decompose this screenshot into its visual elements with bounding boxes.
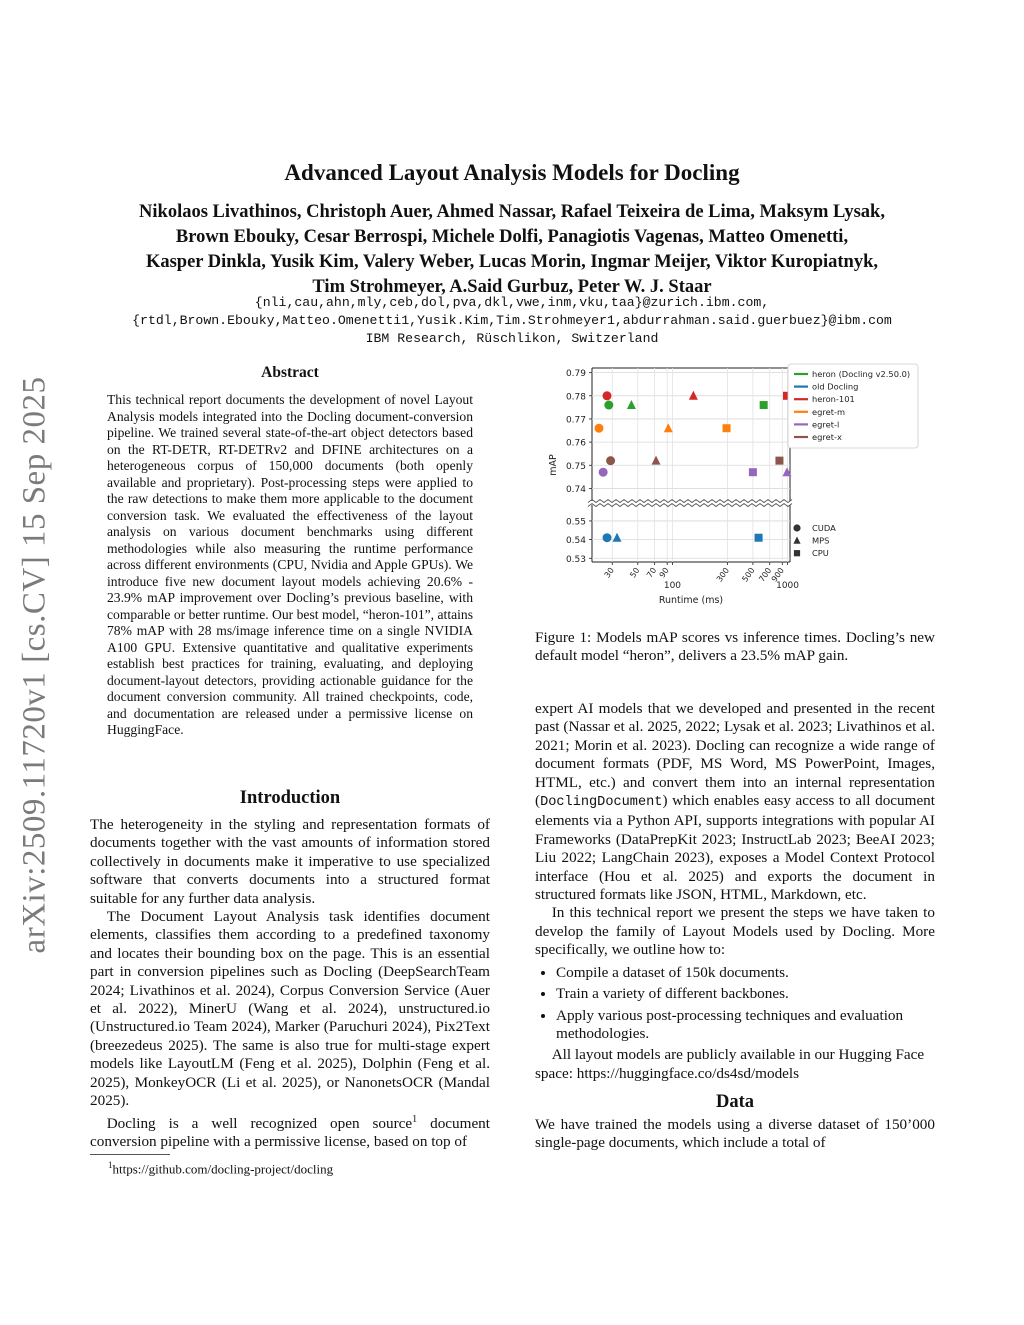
figure-1-caption: Figure 1: Models mAP scores vs inference times. Docling’s new default model “heron”, delivers a 23.5% mAP gain.	[535, 629, 935, 665]
right-paragraph-1	[535, 700, 935, 904]
y-tick-label: 0.78	[565, 392, 586, 403]
y-tick-label: 0.53	[565, 554, 586, 565]
introduction-heading: Introduction	[239, 788, 341, 808]
legend-marker	[794, 550, 800, 556]
legend-label: heron-101	[812, 394, 855, 405]
footnote-number: 1	[108, 1160, 113, 1170]
data-point	[652, 456, 661, 465]
intro-paragraph-3-start: Docling is a well recognized open source	[106, 1114, 413, 1132]
data-point	[689, 391, 698, 400]
legend-label: egret-l	[812, 419, 840, 430]
data-paragraph: We have trained the models using a diverse dataset of 150’000 single-page documents, which include a total of	[535, 1115, 935, 1151]
data-point	[599, 468, 608, 477]
arxiv-watermark	[10, 370, 60, 960]
email-line: {rtdl,Brown.Ebouky,Matteo.Omenetti1,Yusik.Kim,Tim.Strohmeyer1,abdurrahman.said.guerbuez}@ibm.com	[132, 313, 892, 328]
legend-label: egret-x	[812, 432, 842, 442]
paper-title: Advanced Layout Analysis Models for Docling	[284, 160, 740, 185]
x-tick-label-minor: 30	[602, 565, 616, 580]
data-point	[604, 401, 613, 410]
affiliation-line: IBM Research, Rüschlikon, Switzerland	[365, 331, 659, 346]
x-tick-label-minor: 70	[645, 565, 659, 580]
legend-marker	[793, 537, 800, 544]
bullet-item: • Compile a dataset of 150k documents.	[556, 964, 935, 982]
y-tick-label: 0.79	[565, 369, 586, 380]
author-line: Tim Strohmeyer, A.Said Gurbuz, Peter W. J. Staar	[312, 277, 712, 297]
footnote	[108, 1160, 333, 1177]
right-paragraph-3: All layout models are publicly available in our Hugging Face space: https://huggingface.co/ds4sd/models	[535, 1046, 925, 1082]
introduction-body	[90, 816, 490, 1151]
y-tick-label: 0.75	[565, 461, 586, 472]
right-column-body	[535, 700, 935, 1152]
x-tick-label-minor: 300	[714, 565, 732, 584]
bullet-item: • Train a variety of different backbones.	[556, 985, 935, 1003]
legend-label: egret-m	[812, 406, 846, 417]
data-point	[664, 423, 673, 432]
right-paragraph-1-end: ) which enables easy access to all document elements via a Python API, supports integrations with popular AI Frameworks (DataPrepKit 2023; InstructLab 2023; BeeAI 2023; Liu 2022; LangChain 2023), exposes a Model Context Protocol interface (Hou et al. 2025) and exports the document in structured formats like JSON, HTML, Markdown, etc.	[535, 792, 935, 904]
data-point	[627, 400, 636, 409]
email-line: {nli,cau,ahn,mly,ceb,dol,pva,dkl,vwe,inm,vku,taa}@zurich.ibm.com,	[254, 295, 770, 310]
legend-label: heron (Docling v2.50.0)	[812, 369, 911, 379]
data-point	[749, 468, 757, 476]
data-point	[723, 424, 731, 432]
y-tick-label: 0.54	[565, 536, 586, 547]
data-heading: Data	[715, 1092, 755, 1113]
x-tick-label-major: 100	[663, 581, 682, 591]
figure-1-chart	[540, 360, 930, 612]
abstract-text: This technical report documents the development of novel Layout Analysis models integrated into the Docling document-conversion pipeline. We trained several state-of-the-art object detectors based on the RT-DETR, RT-DETRv2 and DFINE architectures on a heterogeneous corpus of 150,000 documents (both openly available and proprietary). Post-processing steps were applied to the raw detections to make them more applicable to the document conversion task. We evaluated the effectiveness of the layout analysis on various document benchmarks using different methodologies while also measuring the runtime performance across different environments (CPU, Nvidia and Apple GPUs). We introduce five new document layout models achieving 20.6% - 23.9% mAP improvement over Docling’s previous baseline, with comparable or better runtime. Our best model, “heron-101”, attains 78% mAP with 28 ms/image inference time on a single NVIDIA A100 GPU. Extensive quantitative and qualitative experiments establish best practices for training, evaluating, and deploying document-layout detectors, providing actionable guidance for the document conversion community. All trained checkpoints, code, and documentation are released under a permissive license on HuggingFace.	[107, 392, 473, 737]
bullet-list	[535, 964, 935, 1044]
footnote-link[interactable]: https://github.com/docling-project/docling	[112, 1161, 334, 1177]
x-tick-label-minor: 50	[628, 565, 642, 580]
data-point	[594, 424, 603, 433]
intro-paragraph-3-end: document conversion pipeline with a permissive license, based on top of	[90, 1114, 490, 1150]
data-point	[603, 533, 612, 542]
legend-label: CPU	[812, 548, 829, 559]
x-tick-label-minor: 90	[657, 565, 671, 580]
y-axis-label: mAP	[548, 454, 559, 476]
data-point	[775, 457, 783, 465]
y-tick-label: 0.74	[565, 484, 586, 495]
abstract-heading: Abstract	[261, 364, 319, 381]
arxiv-id: arXiv:2509.11720v1 [cs.CV] 15 Sep 2025	[16, 376, 53, 954]
affiliations	[40, 294, 984, 348]
legend-label: CUDA	[812, 523, 836, 533]
y-tick-label: 0.76	[565, 438, 586, 449]
author-list	[80, 200, 944, 300]
data-point	[760, 401, 768, 409]
right-paragraph-1-start: expert AI models that we developed and presented in the recent past (Nassar et al. 2025, 2022; Lysak et al. 2023; Livathinos et al. 2021; Morin et al. 2023). Docling can recognize a wide range of document formats (PDF, MS Word, MS PowerPoint, Images, HTML, etc.) and convert them into an internal representation (	[535, 700, 935, 810]
legend-marker	[793, 524, 800, 531]
bullet-item: • Apply various post-processing techniques and evaluation methodologies.	[556, 1007, 935, 1044]
intro-paragraph-3	[90, 1111, 490, 1152]
right-paragraph-2: In this technical report we present the steps we have taken to develop the family of Layout Models used by Docling. More specifically, we outline how to:	[535, 904, 935, 959]
data-point	[613, 533, 622, 542]
footnote-marker: 1	[412, 1113, 418, 1125]
intro-paragraph-2: The Document Layout Analysis task identifies document elements, classifies them according to a predefined taxonomy and locates their bounding box on the page. This is an essential part in conversion pipelines such as Docling (DeepSearchTeam 2024; Livathinos et al. 2024), Corpus Conversion Service (Auer et al. 2022), MinerU (Wang et al. 2024), unstructured.io (Unstructured.io Team 2024), Marker (Paruchuri 2024), Pix2Text (breezedeus 2025). The same is also true for multi-stage expert models like LayoutLM (Feng et al. 2025), Dolphin (Feng et al. 2025), MonkeyOCR (Li et al. 2025), or NanonetsOCR (Mandal 2025).	[90, 908, 490, 1110]
data-point	[755, 534, 763, 542]
y-tick-label: 0.77	[565, 415, 586, 426]
intro-paragraph-1: The heterogeneity in the styling and representation formats of documents together with the vast amounts of information stored collectively in documents make it imperative to use specialized software that converts documents into a structured format suitable for any further data analysis.	[90, 816, 490, 907]
data-point	[606, 456, 615, 465]
x-tick-label-minor: 900	[769, 565, 786, 584]
x-axis-label: Runtime (ms)	[658, 595, 724, 606]
x-tick-label-major: 1000	[776, 581, 800, 591]
footnote-divider	[90, 1154, 170, 1155]
legend-label: MPS	[812, 535, 830, 546]
y-tick-label: 0.55	[565, 517, 586, 528]
author-line: Nikolaos Livathinos, Christoph Auer, Ahmed Nassar, Rafael Teixeira de Lima, Maksym Lysak,	[139, 202, 885, 222]
author-line: Brown Ebouky, Cesar Berrospi, Michele Dolfi, Panagiotis Vagenas, Matteo Omenetti,	[175, 227, 849, 247]
author-line: Kasper Dinkla, Yusik Kim, Valery Weber, Lucas Morin, Ingmar Meijer, Viktor Kuropiatnyk,	[145, 252, 879, 272]
x-tick-label-minor: 500	[740, 565, 757, 584]
x-tick-label-minor: 700	[757, 565, 774, 584]
data-point	[603, 391, 612, 400]
docling-document-code: DoclingDocument	[540, 795, 663, 811]
legend-label: old Docling	[812, 381, 859, 392]
